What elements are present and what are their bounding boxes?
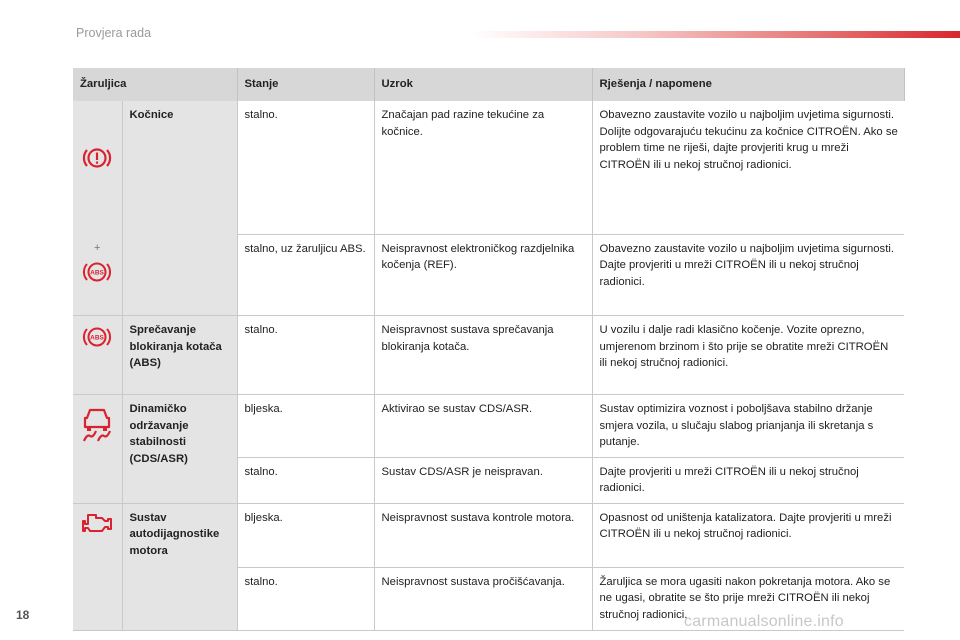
icon-cell: [73, 101, 122, 316]
brake-warning-icon: [82, 143, 112, 173]
solution-cell: Sustav optimizira voznost i poboljšava stabilno držanje smjera vozila, u slučaju slabog prianjanja ili skretanja s putanje.: [592, 395, 904, 458]
cause-cell: Značajan pad razine tekućine za kočnice.: [374, 101, 592, 234]
state-cell: stalno.: [237, 316, 374, 395]
state-cell: stalno.: [237, 457, 374, 503]
cause-cell: Neispravnost elektroničkog razdjelnika kočenja (REF).: [374, 234, 592, 315]
engine-check-icon: [81, 510, 113, 536]
svg-text:ABS: ABS: [90, 334, 105, 342]
icon-cell: [73, 316, 122, 395]
lamp-name: Sprečavanje blokiranja kotača (ABS): [122, 316, 237, 395]
header-accent-bar: [470, 31, 960, 38]
icon-cell: [73, 395, 122, 504]
solution-cell: Obavezno zaustavite vozilo u najboljim uvjetima sigurnosti. Dolijte odgovarajuću tekućinu za kočnice CITROËN. Ako se problem time ne riješi, dajte provjeriti krug u mreži CITROËN ili u nekoj stručnoj radionici.: [592, 101, 904, 234]
lamp-name: Sustav autodijagnostike motora: [122, 503, 237, 630]
cause-cell: Sustav CDS/ASR je neispravan.: [374, 457, 592, 503]
table-row: [73, 395, 904, 458]
cause-cell: Neispravnost sustava sprečavanja blokiranja kotača.: [374, 316, 592, 395]
lamp-name: Dinamičko održavanje stabilnosti (CDS/ASR): [122, 395, 237, 504]
table-row: [73, 503, 904, 567]
column-header-cause: Uzrok: [374, 68, 592, 101]
abs-icon: [82, 322, 112, 352]
column-header-lamp: Žaruljica: [73, 68, 237, 101]
column-header-state: Stanje: [237, 68, 374, 101]
column-header-solution: Rješenja / napomene: [592, 68, 904, 101]
stability-control-icon: [80, 403, 114, 443]
cause-cell: Aktivirao se sustav CDS/ASR.: [374, 395, 592, 458]
icon-cell: [73, 503, 122, 630]
cause-cell: Neispravnost sustava kontrole motora.: [374, 503, 592, 567]
table-header-row: [73, 68, 904, 101]
solution-cell: Obavezno zaustavite vozilo u najboljim uvjetima sigurnosti. Dajte provjeriti u mreži CITROËN ili u nekoj stručnoj radionici.: [592, 234, 904, 315]
cause-cell: Neispravnost sustava pročišćavanja.: [374, 567, 592, 630]
page-header-title: Provjera rada: [76, 26, 152, 40]
state-cell: stalno.: [237, 567, 374, 630]
solution-cell: Žaruljica se mora ugasiti nakon pokretanja motora. Ako se ne ugasi, obratite se što prije mreži CITROËN ili nekoj stručnoj radionici.: [592, 567, 904, 630]
solution-cell: Dajte provjeriti u mreži CITROËN ili u nekoj stručnoj radionici.: [592, 457, 904, 503]
page-number: 18: [16, 608, 30, 622]
table-row: [73, 316, 904, 395]
abs-icon: [82, 257, 112, 287]
watermark: carmanualsonline.info: [684, 613, 844, 630]
solution-cell: U vozilu i dalje radi klasično kočenje. Vozite oprezno, umjerenom brzinom i što prije se obratite mreži CITROËN ili nekoj stručnoj radionici.: [592, 316, 904, 395]
svg-text:ABS: ABS: [90, 269, 105, 277]
state-cell: stalno.: [237, 101, 374, 234]
table-row: [73, 101, 904, 234]
solution-cell: Opasnost od uništenja katalizatora. Dajte provjeriti u mreži CITROËN ili u nekoj stručnoj radionici.: [592, 503, 904, 567]
state-cell: bljeska.: [237, 395, 374, 458]
state-cell: bljeska.: [237, 503, 374, 567]
state-cell: stalno, uz žaruljicu ABS.: [237, 234, 374, 315]
lamp-name: Kočnice: [122, 101, 237, 316]
warning-lamps-table: [73, 68, 905, 631]
plus-sign: +: [94, 242, 101, 254]
